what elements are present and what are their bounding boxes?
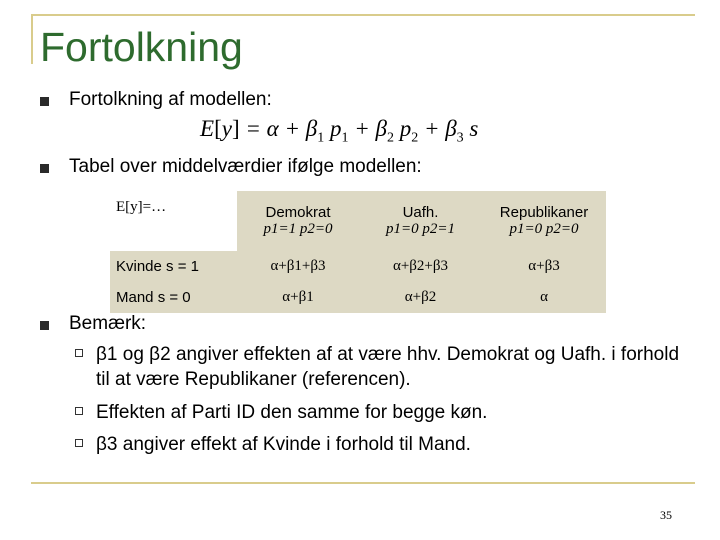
table-row <box>110 251 606 282</box>
column-header-republikaner <box>482 191 606 251</box>
table-corner-label: E[y]=… <box>116 199 167 215</box>
table-cell: α+β2 <box>404 289 437 305</box>
sub-bullet-text-3: β3 angiver effekt af Kvinde i forhold til Mand. <box>96 434 471 455</box>
column-header-condition: p1=1 p2=0 <box>263 221 333 237</box>
frame-top-line <box>31 14 695 16</box>
table-cell: α+β3 <box>528 258 560 274</box>
page-number: 35 <box>660 508 672 522</box>
column-header-demokrat <box>237 191 359 251</box>
model-formula: $E[y] = \alpha + \beta_1$ $p_1 + \beta_2$ $p_2 + \beta_3$ s <box>200 116 479 146</box>
bullet-marker <box>40 164 49 173</box>
column-header-name: Uafh. <box>402 204 439 221</box>
row-label-kvinde: Kvinde s = 1 <box>116 258 199 275</box>
table-cell: α+β2+β3 <box>392 258 449 274</box>
frame-bottom-line <box>31 482 695 484</box>
table-cell: α+β1+β3 <box>270 258 326 274</box>
column-header-condition: p1=0 p2=1 <box>386 221 455 237</box>
table-row <box>110 282 606 313</box>
frame-left-line <box>31 14 33 64</box>
column-header-name: Republikaner <box>499 204 589 221</box>
table-cell: α+β1 <box>282 289 314 305</box>
column-header-name: Demokrat <box>265 204 331 221</box>
table-cell: α <box>540 289 548 305</box>
bullet-marker <box>40 97 49 106</box>
bullet-marker <box>40 321 49 330</box>
sub-bullet-marker <box>75 439 83 447</box>
sub-bullet-text-2: Effekten af Parti ID den samme for begge køn. <box>96 402 488 423</box>
column-header-condition: p1=0 p2=0 <box>509 221 579 237</box>
mean-values-table <box>110 191 606 313</box>
bullet-text-2: Tabel over middelværdier ifølge modellen: <box>69 156 422 177</box>
table-header-row <box>110 191 606 251</box>
bullet-text-3: Bemærk: <box>69 313 147 334</box>
sub-bullet-marker <box>75 407 83 415</box>
column-header-uafh <box>359 191 482 251</box>
page-title: Fortolkning <box>40 24 243 70</box>
bullet-text-1: Fortolkning af modellen: <box>69 89 272 110</box>
sub-bullet-text-1: β1 og β2 angiver effekten af at være hhv. Demokrat og Uafh. i forhold til at være Republikaner (referencen). <box>96 344 680 390</box>
sub-bullet-marker <box>75 349 83 357</box>
row-label-mand: Mand s = 0 <box>116 289 191 306</box>
